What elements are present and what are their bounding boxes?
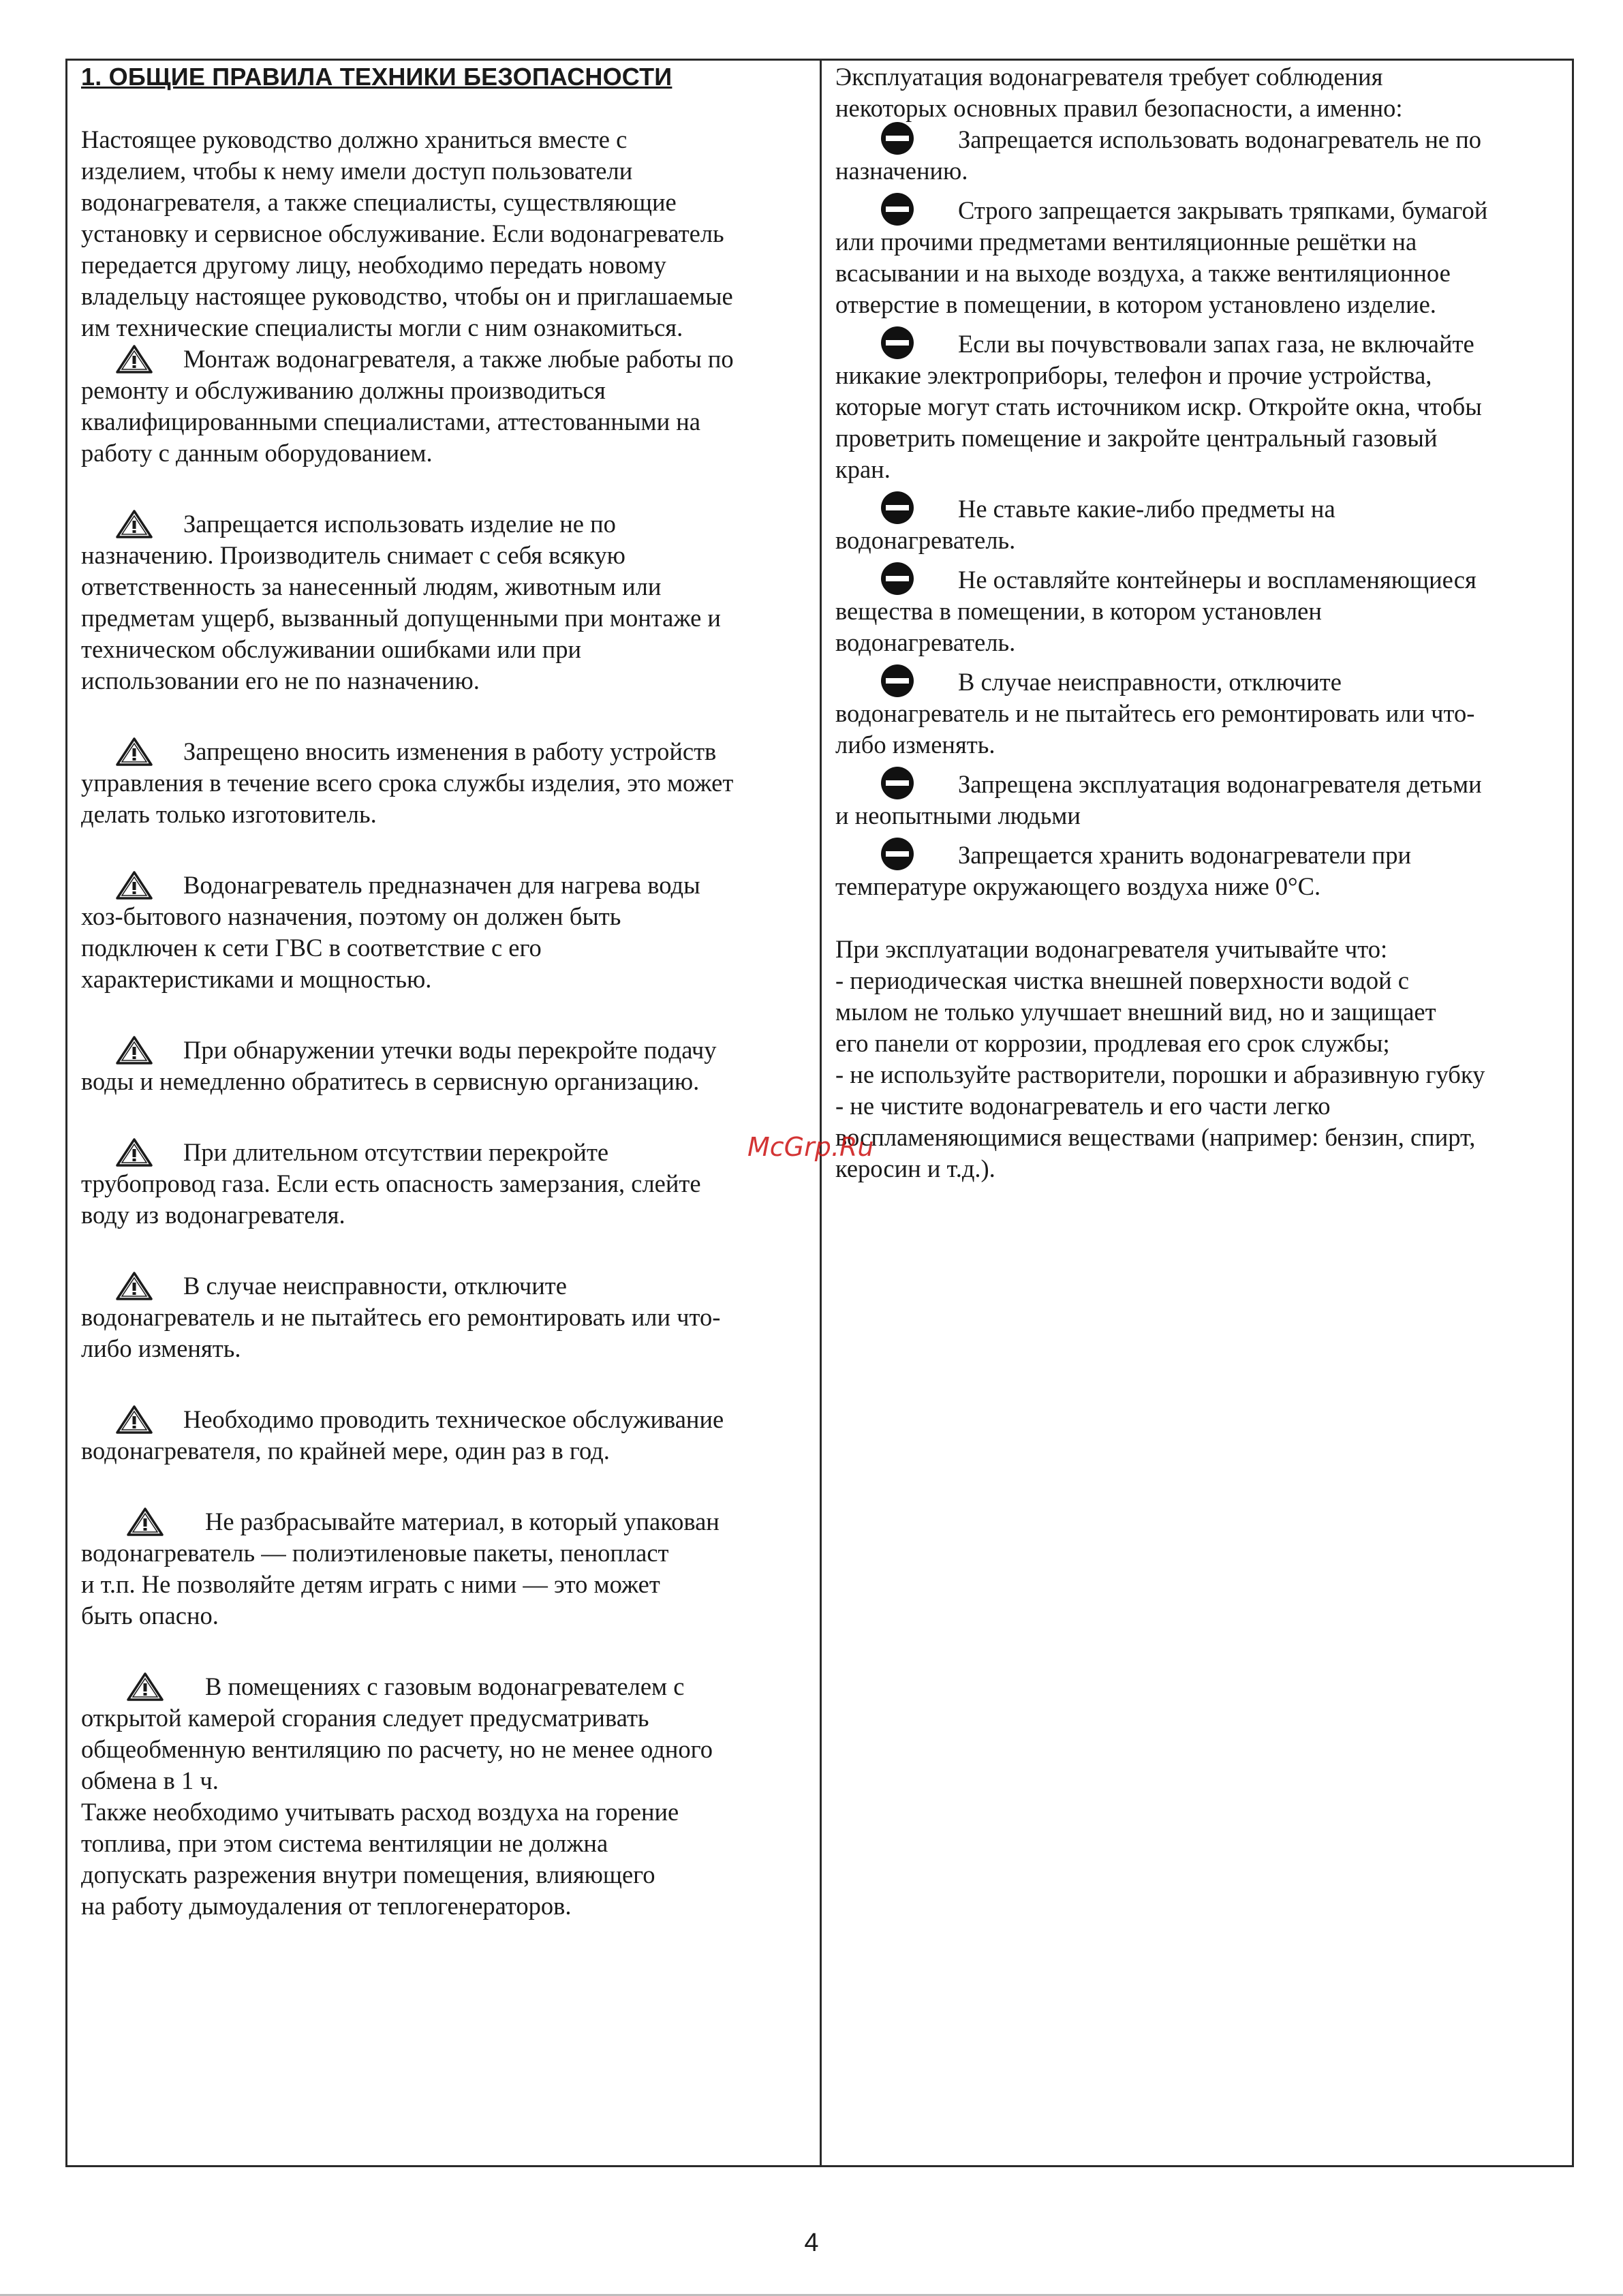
prohibition-item: [835, 493, 1561, 556]
warning-triangle-icon: [126, 1506, 164, 1537]
warning-triangle-icon: [115, 1270, 153, 1302]
text-line: отверстие в помещении, в котором установлено изделие.: [835, 290, 1436, 318]
no-entry-icon: [880, 493, 914, 525]
text-line: предметам ущерб, вызванный допущенными при монтаже и: [81, 604, 721, 632]
text-line: управления в течение всего срока службы изделия, это может: [81, 769, 734, 797]
text-line: использовании его не по назначению.: [81, 667, 480, 694]
text-line: керосин и т.д.).: [835, 1154, 995, 1182]
text-line: - периодическая чистка внешней поверхности водой с: [835, 966, 1409, 994]
warning-triangle-icon: [115, 736, 153, 767]
no-entry-icon: [880, 769, 914, 800]
text-line: никакие электроприборы, телефон и прочие устройства,: [835, 361, 1432, 389]
warning-text: При длительном отсутствии перекройте: [183, 1138, 609, 1166]
text-line: либо изменять.: [81, 1334, 241, 1362]
text-line: мылом не только улучшает внешний вид, но и защищает: [835, 998, 1436, 1026]
text-line: или прочими предметами вентиляционные решётки на: [835, 228, 1417, 256]
text-line: Также необходимо учитывать расход воздуха на горение: [81, 1798, 679, 1826]
text-line: его панели от коррозии, продлевая его срок службы;: [835, 1029, 1390, 1057]
page-number: 4: [804, 2229, 819, 2257]
text-line: ремонту и обслуживанию должны производиться: [81, 376, 606, 404]
prohibition-item: [835, 328, 1561, 485]
text-line: изделием, чтобы к нему имели доступ пользователи: [81, 157, 633, 185]
warning-triangle-icon: [115, 1404, 153, 1435]
prohibition-item: [835, 667, 1561, 761]
prohibition-item: [835, 564, 1561, 658]
rules-intro: [835, 61, 1561, 124]
text-line: водонагревателя, по крайней мере, один раз в год.: [81, 1437, 610, 1465]
text-line: топлива, при этом система вентиляции не должна: [81, 1829, 608, 1857]
right-column: [835, 61, 1561, 1184]
text-line: водонагреватель и не пытайтесь его ремонтировать или что-: [81, 1303, 721, 1331]
warning-text: При обнаружении утечки воды перекройте подачу: [183, 1036, 717, 1064]
text-line: характеристиками и мощностью.: [81, 965, 432, 993]
warning-text: Запрещено вносить изменения в работу устройств: [183, 737, 717, 765]
text-line: общеобменную вентиляцию по расчету, но не менее одного: [81, 1735, 713, 1763]
text-line: водонагреватель и не пытайтесь его ремонтировать или что-: [835, 699, 1475, 727]
text-line: назначению. Производитель снимает с себя всякую: [81, 541, 625, 569]
text-line: воспламеняющимися веществами (например: бензин, спирт,: [835, 1123, 1476, 1151]
warning-triangle-icon: [115, 1035, 153, 1066]
prohibition-item: [835, 840, 1561, 902]
text-line: воды и немедленно обратитесь в сервисную организацию.: [81, 1067, 700, 1095]
prohibition-text: Запрещена эксплуатация водонагревателя детьми: [958, 770, 1482, 798]
warning-item: [81, 1671, 805, 1922]
text-line: владельцу настоящее руководство, чтобы он и приглашаемые: [81, 282, 733, 310]
warning-text: Не разбрасывайте материал, в который упакован: [205, 1507, 720, 1535]
text-line: ответственность за нанесенный людям, животным или: [81, 572, 662, 600]
no-entry-icon: [880, 667, 914, 698]
no-entry-icon: [880, 124, 914, 155]
text-line: делать только изготовитель.: [81, 800, 377, 828]
prohibition-text: В случае неисправности, отключите: [958, 668, 1342, 696]
text-line: им технические специалисты могли с ним ознакомиться.: [81, 313, 683, 341]
text-line: вещества в помещении, в котором установлен: [835, 597, 1322, 625]
text-line: водонагревателя, а также специалисты, существляющие: [81, 188, 677, 216]
watermark: McGrp.Ru: [747, 1132, 874, 1162]
text-line: на работу дымоудаления от теплогенераторов.: [81, 1892, 572, 1920]
warning-item: [81, 736, 805, 830]
warning-text: Запрещается использовать изделие не по: [183, 510, 616, 538]
text-line: обмена в 1 ч.: [81, 1766, 219, 1794]
text-line: либо изменять.: [835, 731, 995, 759]
prohibition-item: [835, 769, 1561, 831]
text-line: кран.: [835, 455, 891, 483]
text-line: назначению.: [835, 157, 968, 185]
text-line: водонагреватель.: [835, 526, 1016, 554]
warning-item: [81, 1137, 805, 1231]
text-line: работу с данным оборудованием.: [81, 439, 433, 467]
warning-triangle-icon: [115, 1137, 153, 1168]
text-line: - не используйте растворители, порошки и абразивную губку: [835, 1060, 1485, 1088]
text-line: всасывании и на выходе воздуха, а также вентиляционное: [835, 259, 1451, 287]
warning-item: [81, 343, 805, 469]
warning-item: [81, 1506, 805, 1632]
warning-text: В помещениях с газовым водонагревателем с: [205, 1672, 685, 1700]
text-line: трубопровод газа. Если есть опасность замерзания, слейте: [81, 1169, 701, 1197]
warning-text: Необходимо проводить техническое обслуживание: [183, 1405, 724, 1433]
prohibition-text: Строго запрещается закрывать тряпками, бумагой: [958, 196, 1488, 224]
text-line: быть опасно.: [81, 1602, 219, 1629]
column-divider: [820, 59, 822, 2167]
operation-notes: [835, 934, 1561, 1184]
warning-item: [81, 1035, 805, 1097]
no-entry-icon: [880, 564, 914, 596]
warning-item: [81, 1404, 805, 1467]
text-line: При эксплуатации водонагревателя учитывайте что:: [835, 935, 1388, 963]
text-line: хоз-бытового назначения, поэтому он должен быть: [81, 902, 621, 930]
text-line: открытой камерой сгорания следует предусматривать: [81, 1704, 649, 1732]
section-heading: 1. ОБЩИЕ ПРАВИЛА ТЕХНИКИ БЕЗОПАСНОСТИ: [81, 63, 673, 91]
prohibition-text: Если вы почувствовали запах газа, не включайте: [958, 330, 1474, 358]
text-line: некоторых основных правил безопасности, а именно:: [835, 94, 1403, 122]
text-line: техническом обслуживании ошибками или при: [81, 635, 582, 663]
warning-triangle-icon: [115, 870, 153, 901]
text-line: водонагреватель.: [835, 628, 1016, 656]
warning-text: Монтаж водонагревателя, а также любые работы по: [183, 345, 734, 373]
prohibition-item: [835, 124, 1561, 187]
prohibition-text: Не ставьте какие-либо предметы на: [958, 495, 1335, 523]
warning-item: [81, 508, 805, 697]
text-line: и т.п. Не позволяйте детям играть с ними — это может: [81, 1570, 660, 1598]
warning-item: [81, 870, 805, 995]
warning-item: [81, 1270, 805, 1364]
warning-text: Водонагреватель предназначен для нагрева воды: [183, 871, 700, 899]
text-line: установку и сервисное обслуживание. Если водонагреватель: [81, 219, 724, 247]
left-column: [81, 61, 805, 1922]
text-line: проветрить помещение и закройте центральный газовый: [835, 424, 1438, 452]
intro-paragraph: [81, 124, 805, 343]
warning-triangle-icon: [126, 1671, 164, 1702]
prohibition-text: Запрещается хранить водонагреватели при: [958, 841, 1412, 869]
prohibition-item: [835, 195, 1561, 320]
prohibition-text: Не оставляйте контейнеры и воспламеняющиеся: [958, 566, 1477, 594]
text-line: температуре окружающего воздуха ниже 0°С.: [835, 872, 1321, 900]
text-line: подключен к сети ГВС в соответствие с его: [81, 934, 542, 962]
text-line: воду из водонагревателя.: [81, 1201, 345, 1229]
text-line: Эксплуатация водонагревателя требует соблюдения: [835, 63, 1383, 91]
prohibition-text: Запрещается использовать водонагреватель не по: [958, 125, 1482, 153]
text-line: водонагреватель — полиэтиленовые пакеты, пенопласт: [81, 1539, 669, 1567]
warning-triangle-icon: [115, 508, 153, 540]
no-entry-icon: [880, 195, 914, 226]
warning-triangle-icon: [115, 343, 153, 375]
text-line: передается другому лицу, необходимо передать новому: [81, 251, 666, 279]
no-entry-icon: [880, 328, 914, 360]
text-line: квалифицированными специалистами, аттестованными на: [81, 408, 700, 435]
text-line: допускать разрежения внутри помещения, влияющего: [81, 1861, 655, 1888]
text-line: Настоящее руководство должно храниться вместе с: [81, 125, 628, 153]
warning-text: В случае неисправности, отключите: [183, 1272, 567, 1300]
text-line: - не чистите водонагреватель и его части легко: [835, 1092, 1331, 1120]
text-line: и неопытными людьми: [835, 801, 1081, 829]
no-entry-icon: [880, 840, 914, 871]
text-line: которые могут стать источником искр. Откройте окна, чтобы: [835, 393, 1482, 420]
